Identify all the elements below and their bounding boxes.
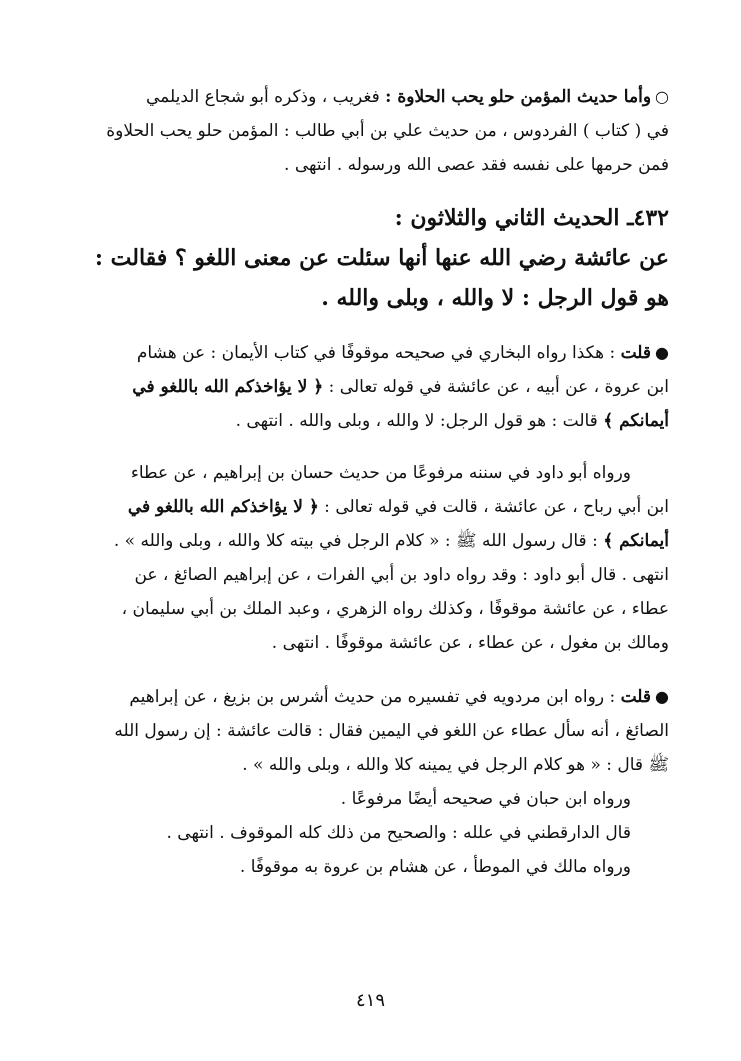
hadith-title: ٤٣٢ـ الحديث الثاني والثلاثون :: [394, 205, 669, 231]
hadith-heading: [70, 198, 669, 318]
paragraph-line: فمن حرمها على نفسه فقد عصى الله ورسوله . انتهى .: [284, 155, 669, 175]
paragraph-line: عطاء ، عن عائشة موقوفًا ، وكذلك رواه الزهري ، وعبد الملك بن أبي سليمان ،: [121, 599, 669, 619]
quran-quote: أيمانكم ﴾: [603, 531, 669, 551]
paragraph-line: ﷺ قال : « هو كلام الرجل في يمينه كلا والله ، وبلى والله » .: [242, 755, 669, 775]
qult-label: قلت: [620, 687, 652, 707]
quran-quote: ﴿ لا يؤاخذكم الله باللغو في: [127, 497, 319, 517]
hadith-text-line: هو قول الرجل : لا والله ، وبلى والله .: [321, 285, 669, 311]
paragraph-line: ورواه أبو داود في سننه مرفوعًا من حديث حسان بن إبراهيم ، عن عطاء: [130, 463, 631, 483]
bullet-marker-icon: ●: [655, 343, 669, 362]
quran-quote: ﴿ لا يؤاخذكم الله باللغو في: [132, 377, 324, 397]
bullet-marker-icon: ●: [655, 687, 669, 706]
paragraph-bukhari: [70, 336, 669, 438]
text-run: : رواه ابن مردويه في تفسيره من حديث أشرس بن بزيغ ، عن إبراهيم: [129, 687, 621, 707]
text-run: قالت : هو قول الرجل: لا والله ، وبلى والله . انتهى .: [235, 411, 604, 431]
paragraph-line: [70, 490, 669, 524]
hadith-text-line: عن عائشة رضي الله عنها أنها سئلت عن معنى اللغو ؟ فقالت :: [94, 245, 669, 271]
paragraph-line: في ( كتاب ) الفردوس ، من حديث علي بن أبي طالب : المؤمن حلو يحب الحلاوة: [106, 121, 669, 141]
text-run: فغريب ، وذكره أبو شجاع الديلمي: [145, 87, 386, 107]
paragraph-line: انتهى . قال أبو داود : وقد رواه داود بن أبي الفرات ، عن إبراهيم الصائغ ، عن: [134, 565, 669, 585]
circle-marker-icon: ○: [655, 87, 669, 106]
qult-label: قلت: [620, 343, 652, 363]
text-run: : هكذا رواه البخاري في صحيحه موقوفًا في كتاب الأيمان : عن هشام: [136, 343, 621, 363]
paragraph-line: قال الدارقطني في علله : والصحيح من ذلك كله الموقوف . انتهى .: [166, 823, 631, 843]
paragraph-line: [70, 336, 669, 370]
paragraph-line: ورواه ابن حبان في صحيحه أيضًا مرفوعًا .: [340, 789, 631, 809]
paragraph-line: [70, 680, 669, 714]
text-run: ابن أبي رباح ، عن عائشة ، قالت في قوله تعالى :: [318, 497, 669, 517]
paragraph-line: [70, 404, 669, 438]
bold-phrase: وأما حديث المؤمن حلو يحب الحلاوة :: [385, 87, 652, 107]
paragraph-line: الصائغ ، أنه سأل عطاء عن اللغو في اليمين فقال : قالت عائشة : إن رسول الله: [114, 721, 669, 741]
quran-quote: أيمانكم ﴾: [603, 411, 669, 431]
paragraph-line: [70, 524, 669, 558]
text-run: : قال رسول الله ﷺ : « كلام الرجل في بيته كلا والله ، وبلى والله » .: [113, 531, 604, 551]
page-number: ٤١٩: [355, 990, 385, 1011]
paragraph-line: [70, 370, 669, 404]
paragraph-abu-dawud: [70, 456, 669, 660]
paragraph-line: [70, 80, 669, 114]
text-run: ابن عروة ، عن أبيه ، عن عائشة في قوله تعالى :: [323, 377, 669, 397]
paragraph-line: ورواه مالك في الموطأ ، عن هشام بن عروة به موقوفًا .: [239, 857, 631, 877]
paragraph-halawa: [70, 80, 669, 182]
paragraph-line: ومالك بن مغول ، عن عطاء ، عن عائشة موقوفًا . انتهى .: [271, 633, 669, 653]
paragraph-ibn-mardawayh: [70, 680, 669, 884]
